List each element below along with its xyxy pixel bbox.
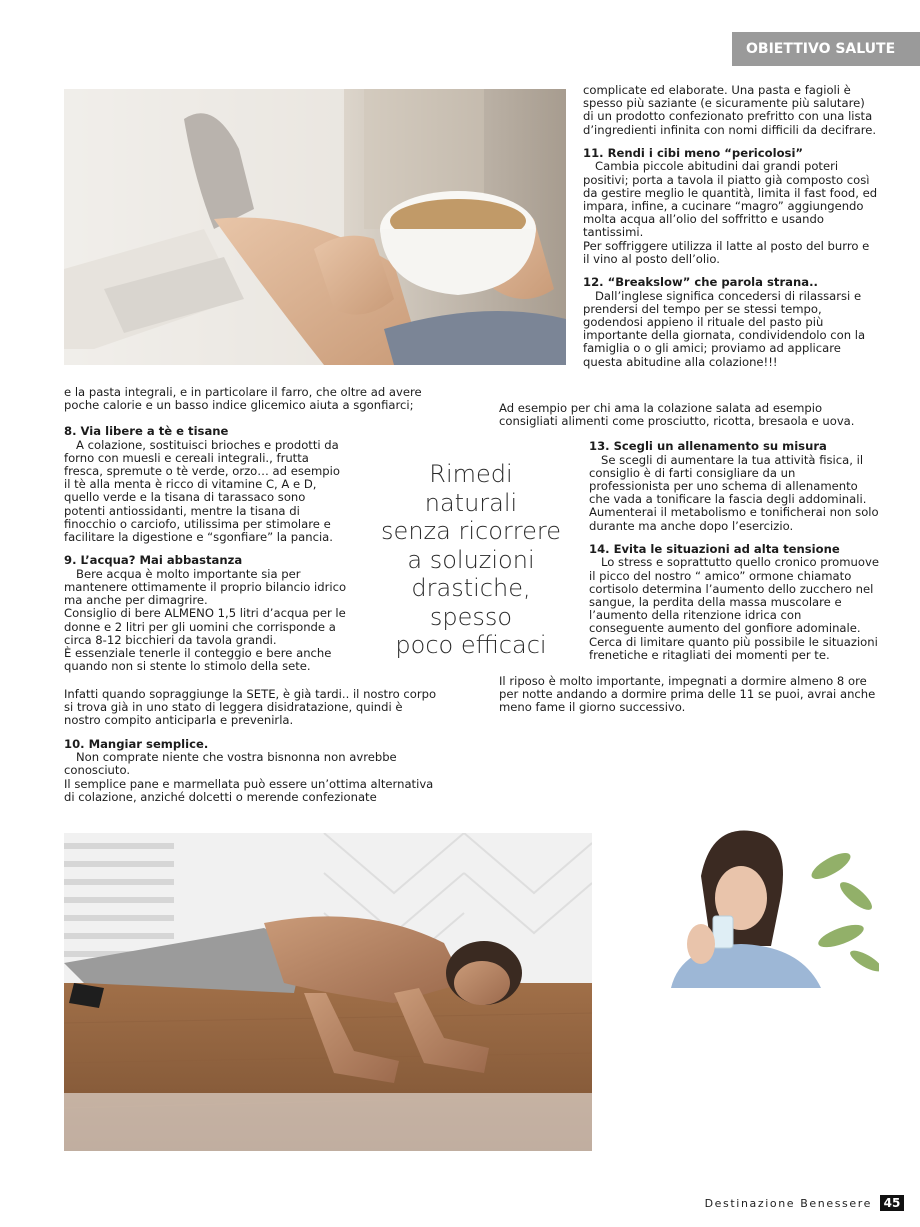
section-9-body-2: Consiglio di bere ALMENO 1,5 litri d’acqua per le donne e 2 litri per gli uomini che corrisponde a circa 8-12 bicchieri da tavola grandi.	[64, 606, 346, 647]
pull-quote-line: poco efficaci	[395, 631, 547, 659]
section-13-body-2: Aumenterai il metabolismo e tonificherai non solo durante ma anche dopo l’esercizio.	[589, 505, 879, 533]
section-12-title: 12. “Breakslow” che parola strana..	[583, 275, 818, 290]
section-11-title: 11. Rendi i cibi meno “pericolosi”	[583, 145, 804, 160]
section-10-body-2: Il semplice pane e marmellata può essere un’ottima alternativa di colazione, anziché dolcetti o merende confezionate	[64, 776, 434, 804]
section-9-body-3: È essenziale tenerle il conteggio e bere anche quando non si stente lo stimolo della sete.	[64, 646, 332, 674]
plank-exercise-photo	[64, 833, 592, 1151]
tea-cup-photo	[64, 89, 566, 365]
woman-drinking-water-photo	[641, 826, 879, 988]
pull-quote-line: a soluzioni	[407, 545, 535, 574]
section-11-body-2: Per soffriggere utilizza il latte al posto del burro e il vino al posto dell’olio.	[583, 238, 870, 266]
section-13-title: 13. Scegli un allenamento su misura	[589, 439, 827, 453]
pull-quote-line: senza ricorrere	[381, 517, 561, 545]
section-14-body-2: Cerca di limitare quanto più possibile le situazioni frenetiche e ritagliati dei momenti per te.	[589, 634, 878, 662]
pull-quote	[376, 460, 566, 660]
section-12-body-2: Ad esempio per chi ama la colazione salata ad esempio consigliati alimenti come prosciutto, ricotta, bresaola e uova.	[499, 401, 855, 429]
section-11-body-1: Cambia piccole abitudini dai grandi poteri positivi; porta a tavola il piatto già composto così da gestire meglio le quantità, limita il fast food, ed impara, infine, a cucinare “magro” aggiungendo molta acqua all’olio del soffritto e usando tantissimi.	[583, 159, 878, 240]
section-14-title: 14. Evita le situazioni ad alta tensione	[589, 541, 840, 556]
pull-quote-line: drastiche,	[411, 574, 531, 602]
pull-quote-line: naturali	[424, 488, 518, 517]
page-number: 45	[880, 1195, 904, 1211]
section-12-body-1: Dall’inglese significa concedersi di rilassarsi e prendersi del tempo per se stessi tempo, godendosi appieno il rituale del pasto più importante della giornata, condividendolo con la famiglia o o gli amici; proviamo ad applicare questa abitudine alla colazione!!!	[583, 288, 866, 369]
intro-paragraph: e la pasta integrali, e in particolare il farro, che oltre ad avere poche calorie e un basso indice glicemico aiuta a sgonfiarci;	[64, 385, 422, 413]
magazine-name: Destinazione Benessere	[704, 1197, 872, 1210]
section-tab: OBIETTIVO SALUTE	[732, 32, 920, 66]
section-10-body-1: Non comprate niente che vostra bisnonna non avrebbe conosciuto.	[64, 750, 397, 778]
section-9-body-1: Bere acqua è molto importante sia per mantenere ottimamente il proprio bilancio idrico ma anche per dimagrire.	[64, 566, 347, 608]
continued-paragraph: complicate ed elaborate. Una pasta e fagioli è spesso più saziante (e sicuramente più salutare) di un prodotto confezionato prefritto con una lista d’ingredienti infinita con nomi difficili da decifrare.	[583, 83, 877, 137]
section-14-body-1: Lo stress e soprattutto quello cronico promuove il picco del nostro “ amico” ormone chiamato cortisolo determina l’aumento dello zucchero nel sangue, la perdita della massa muscolare e l’aumento della ritenzione idrica con conseguente aumento del gonfiore adominale.	[589, 555, 879, 636]
section-9-body-4: Infatti quando sopraggiunge la SETE, è già tardi.. il nostro corpo si trova già in uno stato di leggera disidratazione, quindi è nostro compito anticiparla e prevenirla.	[64, 687, 437, 728]
section-13-body-1: Se scegli di aumentare la tua attività fisica, il consiglio è di farti consigliare da un professionista per uno schema di allenamento che vada a tonificare la fascia degli addominali.	[589, 452, 867, 507]
section-14-body-3: Il riposo è molto importante, impegnati a dormire almeno 8 ore per notte andando a dormire prima delle 11 se puoi, avrai anche meno fame il giorno successivo.	[499, 674, 876, 715]
section-8-title: 8. Via libere a tè e tisane	[64, 424, 229, 438]
section-10-title: 10. Mangiar semplice.	[64, 736, 209, 751]
section-9-title: 9. L’acqua? Mai abbastanza	[64, 553, 243, 568]
pull-quote-line: spesso	[429, 602, 513, 631]
section-8-body: A colazione, sostituisci brioches e prodotti da forno con muesli e cereali integrali., frutta fresca, spremute o tè verde, orzo… ad esempio il tè alla menta è ricco di vitamine C, A e D, quello verde e la tisana di tarassaco sono potenti antiossidanti, mentre la tisana di finocchio o carciofo, utilissima per stimolare e facilitare la digestione e “sgonfiare” la pancia.	[64, 437, 340, 545]
pull-quote-line: Rimedi	[429, 460, 513, 488]
